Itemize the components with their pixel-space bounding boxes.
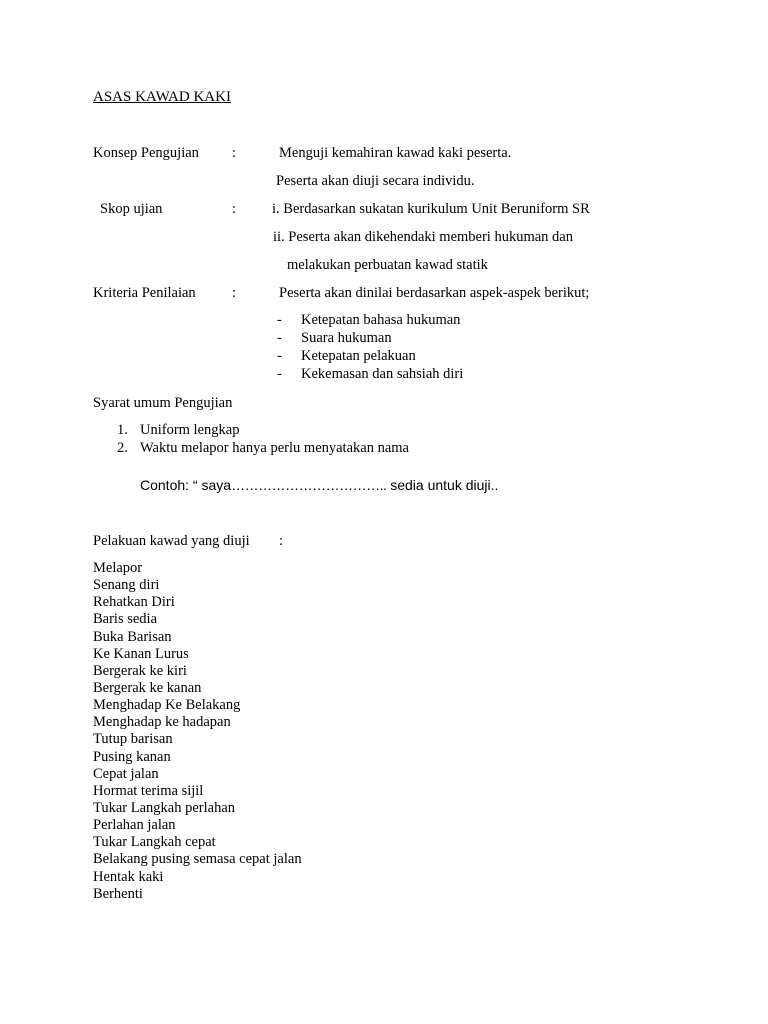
contoh-dots: …………………………….. <box>231 477 387 493</box>
syarat-item-text: Uniform lengkap <box>140 422 240 438</box>
bullet-dash: - <box>277 366 282 382</box>
pelakuan-item: Buka Barisan <box>93 628 172 645</box>
pelakuan-item: Menghadap Ke Belakang <box>93 697 241 714</box>
pelakuan-heading: Pelakuan kawad yang diuji <box>93 533 250 549</box>
pelakuan-item: Bergerak ke kanan <box>93 679 202 696</box>
konsep-line-2: Peserta akan diuji secara individu. <box>276 173 475 189</box>
contoh-suffix: sedia untuk diuji.. <box>386 477 499 493</box>
skop-label: Skop ujian <box>100 201 163 217</box>
skop-colon: : <box>232 201 237 217</box>
bullet-text: Ketepatan pelakuan <box>301 348 416 364</box>
skop-item-2-continued: melakukan perbuatan kawad statik <box>287 257 488 273</box>
kriteria-label: Kriteria Penilaian <box>93 285 196 301</box>
skop-item-1: i. Berdasarkan sukatan kurikulum Unit Beruniform SR <box>272 201 590 217</box>
pelakuan-item: Hentak kaki <box>93 868 164 885</box>
pelakuan-item: Baris sedia <box>93 611 158 628</box>
kriteria-intro: Peserta akan dinilai berdasarkan aspek-aspek berikut; <box>279 285 590 301</box>
kriteria-colon: : <box>232 285 237 301</box>
pelakuan-item: Berhenti <box>93 885 143 902</box>
syarat-heading: Syarat umum Pengujian <box>93 395 233 411</box>
bullet-text: Ketepatan bahasa hukuman <box>301 312 461 328</box>
skop-item-2: ii. Peserta akan dikehendaki memberi hukuman dan <box>273 229 573 245</box>
bullet-dash: - <box>277 312 282 328</box>
pelakuan-item: Tukar Langkah cepat <box>93 834 216 851</box>
pelakuan-item: Hormat terima sijil <box>93 782 204 799</box>
konsep-line-1: Menguji kemahiran kawad kaki peserta. <box>279 145 512 161</box>
pelakuan-item: Ke Kanan Lurus <box>93 645 189 662</box>
pelakuan-list <box>93 559 302 902</box>
pelakuan-item: Perlahan jalan <box>93 817 176 834</box>
pelakuan-colon: : <box>279 533 284 549</box>
pelakuan-item: Tukar Langkah perlahan <box>93 799 236 816</box>
konsep-colon: : <box>232 145 237 161</box>
bullet-text: Suara hukuman <box>301 330 392 346</box>
contoh-example <box>140 476 498 494</box>
syarat-item-text: Waktu melapor hanya perlu menyatakan nama <box>140 440 409 456</box>
bullet-text: Kekemasan dan sahsiah diri <box>301 366 464 382</box>
pelakuan-item: Cepat jalan <box>93 765 159 782</box>
pelakuan-item: Menghadap ke hadapan <box>93 714 231 731</box>
pelakuan-item: Tutup barisan <box>93 731 173 748</box>
contoh-prefix: Contoh: “ saya <box>140 477 232 493</box>
pelakuan-item: Bergerak ke kiri <box>93 662 187 679</box>
page-title: ASAS KAWAD KAKI <box>93 89 231 105</box>
syarat-item-number: 1. <box>117 422 128 438</box>
pelakuan-item: Belakang pusing semasa cepat jalan <box>93 851 302 868</box>
pelakuan-item: Rehatkan Diri <box>93 594 175 611</box>
konsep-label: Konsep Pengujian <box>93 145 199 161</box>
pelakuan-item: Pusing kanan <box>93 748 171 765</box>
bullet-dash: - <box>277 330 282 346</box>
bullet-dash: - <box>277 348 282 364</box>
pelakuan-item: Melapor <box>93 560 143 576</box>
pelakuan-item: Senang diri <box>93 577 160 594</box>
syarat-item-number: 2. <box>117 440 128 456</box>
